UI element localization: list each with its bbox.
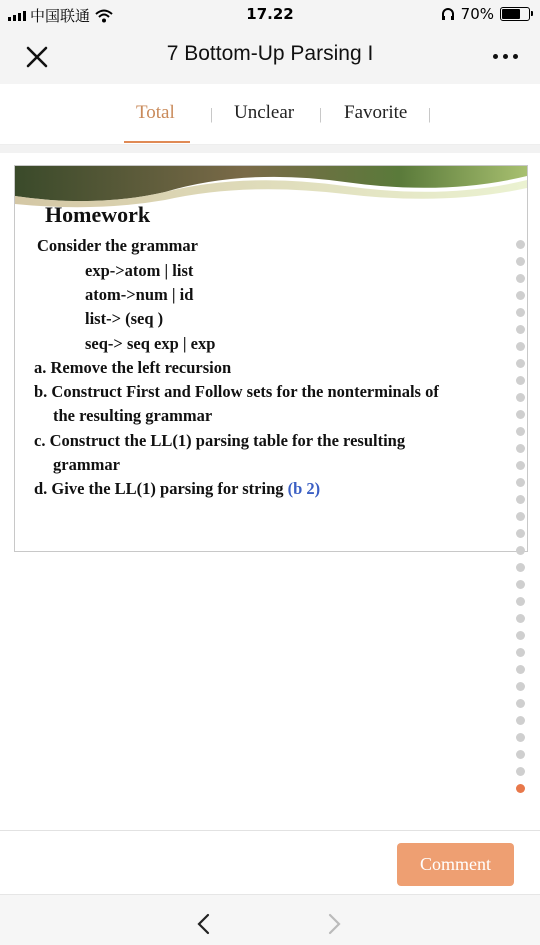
page-dot[interactable] bbox=[516, 699, 525, 708]
page-dot[interactable] bbox=[516, 733, 525, 742]
slide-title: Homework bbox=[45, 202, 151, 227]
page-dot[interactable] bbox=[516, 308, 525, 317]
page-dot[interactable] bbox=[516, 648, 525, 657]
task-a: a. Remove the left recursion bbox=[34, 358, 232, 377]
tab-favorite[interactable]: Favorite bbox=[344, 102, 408, 123]
divider-band bbox=[0, 145, 540, 153]
task-b-continued: the resulting grammar bbox=[53, 406, 213, 425]
page-dot[interactable] bbox=[516, 529, 525, 538]
task-d bbox=[34, 479, 320, 499]
back-button[interactable] bbox=[196, 913, 212, 940]
battery-percent: 70% bbox=[460, 5, 494, 23]
page-dot[interactable] bbox=[516, 665, 525, 674]
page-dot[interactable] bbox=[516, 767, 525, 776]
grammar-intro: Consider the grammar bbox=[37, 236, 199, 255]
more-icon-dot bbox=[513, 54, 518, 59]
close-button[interactable] bbox=[22, 42, 52, 72]
status-right bbox=[441, 5, 530, 23]
headphones-icon bbox=[441, 7, 455, 21]
page-dot[interactable] bbox=[516, 580, 525, 589]
tab-separator: | bbox=[319, 106, 323, 123]
tab-bar bbox=[0, 84, 540, 145]
page-dot[interactable] bbox=[516, 461, 525, 470]
page-dot[interactable] bbox=[516, 784, 525, 793]
page-dot[interactable] bbox=[516, 597, 525, 606]
grammar-rule: list-> (seq ) bbox=[85, 309, 164, 328]
chevron-right-icon bbox=[326, 913, 342, 935]
comment-button[interactable]: Comment bbox=[397, 843, 514, 886]
more-icon-dot bbox=[503, 54, 508, 59]
grammar-rule: atom->num | id bbox=[85, 285, 194, 304]
page-dot[interactable] bbox=[516, 427, 525, 436]
page-dot[interactable] bbox=[516, 325, 525, 334]
page-dot[interactable] bbox=[516, 257, 525, 266]
tab-separator: | bbox=[210, 106, 214, 123]
page-dot[interactable] bbox=[516, 512, 525, 521]
page-dot[interactable] bbox=[516, 359, 525, 368]
more-icon bbox=[493, 54, 498, 59]
page-dot[interactable] bbox=[516, 410, 525, 419]
slide-image bbox=[14, 165, 528, 552]
page-dot[interactable] bbox=[516, 495, 525, 504]
tab-total[interactable]: Total bbox=[136, 102, 175, 123]
page-dot[interactable] bbox=[516, 342, 525, 351]
footer bbox=[0, 830, 540, 895]
page-dot[interactable] bbox=[516, 393, 525, 402]
task-c-continued: grammar bbox=[53, 455, 120, 474]
page-title: 7 Bottom-Up Parsing I bbox=[166, 42, 374, 65]
tab-separator: | bbox=[428, 106, 432, 123]
battery-icon bbox=[500, 7, 530, 21]
page-dot[interactable] bbox=[516, 240, 525, 249]
battery-fill bbox=[502, 9, 520, 19]
page-dot[interactable] bbox=[516, 563, 525, 572]
forward-button[interactable] bbox=[326, 913, 342, 940]
task-b: b. Construct First and Follow sets for the nonterminals of bbox=[34, 382, 439, 401]
page-dot[interactable] bbox=[516, 274, 525, 283]
chevron-left-icon bbox=[196, 913, 212, 935]
grammar-rule: exp->atom | list bbox=[85, 261, 194, 280]
task-d-text: d. Give the LL(1) parsing for string bbox=[34, 479, 284, 498]
close-icon bbox=[22, 42, 52, 72]
carrier-label: 中国联通 bbox=[30, 7, 91, 25]
page-dot[interactable] bbox=[516, 614, 525, 623]
page-dot[interactable] bbox=[516, 376, 525, 385]
task-d-highlight: (b 2) bbox=[287, 479, 321, 498]
tab-active-underline bbox=[124, 141, 190, 143]
bottom-bar bbox=[0, 894, 540, 945]
nav-bar bbox=[0, 28, 540, 84]
grammar-rule: seq-> seq exp | exp bbox=[85, 334, 216, 353]
more-button[interactable] bbox=[493, 46, 518, 66]
page-dot[interactable] bbox=[516, 291, 525, 300]
page-dot[interactable] bbox=[516, 444, 525, 453]
page-dot[interactable] bbox=[516, 478, 525, 487]
task-c: c. Construct the LL(1) parsing table for the resulting bbox=[34, 431, 406, 450]
page-dot[interactable] bbox=[516, 750, 525, 759]
page-dot[interactable] bbox=[516, 716, 525, 725]
status-bar bbox=[0, 0, 540, 28]
page-dot[interactable] bbox=[516, 682, 525, 691]
page-dot[interactable] bbox=[516, 631, 525, 640]
status-time: 17.22 bbox=[246, 5, 294, 23]
page-dot[interactable] bbox=[516, 546, 525, 555]
tab-unclear[interactable]: Unclear bbox=[234, 102, 295, 123]
